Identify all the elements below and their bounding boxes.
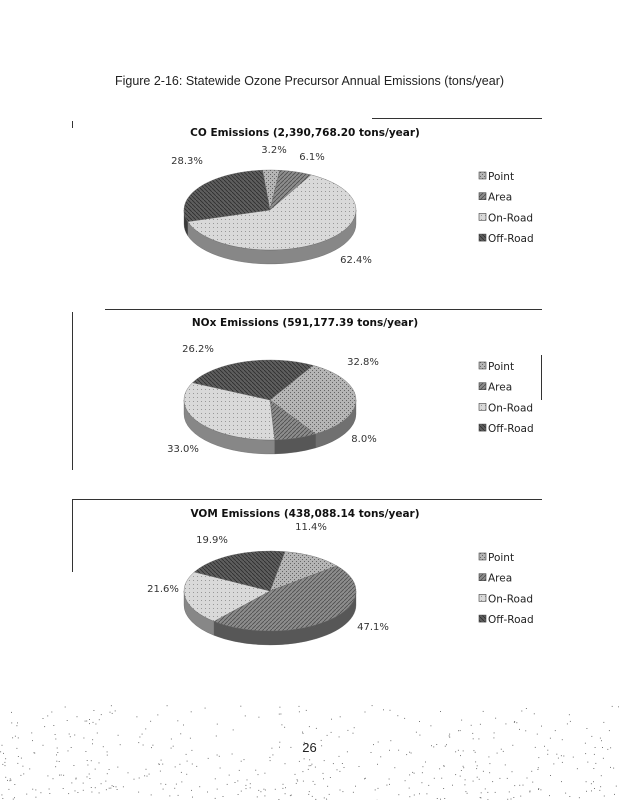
- legend-swatch-off-road: [479, 615, 486, 622]
- top-rule-1: [372, 118, 542, 119]
- legend-swatch-off-road: [479, 424, 486, 431]
- legend-swatch-on-road: [479, 594, 486, 601]
- legend-label-on-road: On-Road: [488, 402, 534, 415]
- pct-label-area: 47.1%: [357, 622, 389, 633]
- legend-label-area: Area: [488, 381, 513, 394]
- legend-label-off-road: Off-Road: [488, 233, 534, 246]
- legend-swatch-area: [479, 574, 486, 581]
- pct-label-off-road: 26.2%: [182, 344, 214, 355]
- legend-label-on-road: On-Road: [488, 593, 534, 606]
- legend-label-off-road: Off-Road: [488, 423, 534, 436]
- legend-swatch-area: [479, 383, 486, 390]
- chart-title: CO Emissions (2,390,768.20 tons/year): [190, 127, 420, 139]
- nox-chart-panel: [0, 310, 619, 510]
- pct-label-point: 32.8%: [347, 357, 379, 368]
- legend-swatch-on-road: [479, 213, 486, 220]
- legend-label-point: Point: [488, 361, 515, 373]
- pct-label-on-road: 33.0%: [167, 444, 199, 455]
- pct-label-off-road: 28.3%: [171, 156, 203, 167]
- co-chart-panel: [0, 120, 619, 320]
- pct-label-area: 6.1%: [299, 152, 325, 163]
- chart-title: NOx Emissions (591,177.39 tons/year): [191, 317, 419, 329]
- legend-swatch-off-road: [479, 234, 486, 241]
- legend-label-on-road: On-Road: [488, 212, 534, 225]
- chart-title: VOM Emissions (438,088.14 tons/year): [190, 508, 420, 520]
- pct-label-point: 11.4%: [295, 522, 327, 533]
- pct-label-point: 3.2%: [261, 145, 287, 156]
- legend-label-point: Point: [488, 171, 515, 183]
- vom-pie-chart: [0, 501, 619, 701]
- pct-label-area: 8.0%: [351, 434, 377, 445]
- page-number: 26: [302, 740, 317, 755]
- vom-chart-panel: [0, 501, 619, 701]
- nox-pie-chart: [0, 310, 619, 510]
- legend-label-area: Area: [488, 191, 513, 204]
- legend-swatch-point: [479, 362, 486, 369]
- legend-swatch-point: [479, 553, 486, 560]
- pct-label-on-road: 62.4%: [340, 255, 372, 266]
- pct-label-off-road: 19.9%: [196, 535, 228, 546]
- legend-label-off-road: Off-Road: [488, 614, 534, 627]
- legend-label-point: Point: [488, 552, 515, 564]
- legend-swatch-point: [479, 172, 486, 179]
- legend-swatch-on-road: [479, 403, 486, 410]
- pct-label-on-road: 21.6%: [147, 584, 179, 595]
- legend-label-area: Area: [488, 572, 513, 585]
- legend-swatch-area: [479, 193, 486, 200]
- co-pie-chart: [0, 120, 619, 320]
- figure-title: Figure 2-16: Statewide Ozone Precursor Annual Emissions (tons/year): [114, 74, 505, 88]
